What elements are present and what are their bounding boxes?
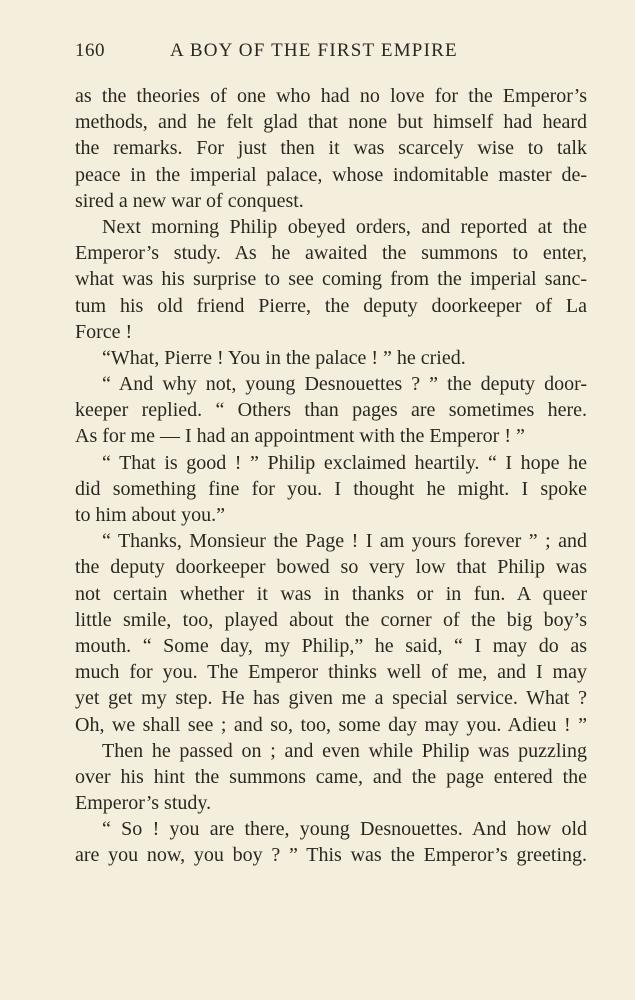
text-line: tum his old friend Pierre, the deputy doorkeeper of La (75, 294, 587, 317)
page-number: 160 (75, 40, 105, 61)
text-line: mouth. “ Some day, my Philip,” he said, “ I may do as (75, 634, 587, 657)
text-line: the remarks. For just then it was scarcely wise to talk (75, 137, 587, 160)
text-line: methods, and he felt glad that none but himself had heard (75, 111, 587, 134)
text-line: to him about you.” (75, 504, 225, 526)
text-line: “What, Pierre ! You in the palace ! ” he cried. (102, 346, 466, 369)
text-line: little smile, too, played about the corner of the big boy’s (75, 608, 587, 631)
text-line: Emperor’s study. As he awaited the summons to enter, (75, 242, 587, 265)
text-line: Then he passed on ; and even while Philip was puzzling (102, 739, 587, 762)
body-text (75, 83, 587, 869)
text-line: what was his surprise to see coming from the imperial sanc- (75, 268, 587, 291)
text-line: are you now, you boy ? ” This was the Emperor’s greeting. (75, 844, 587, 867)
text-line: sired a new war of conquest. (75, 189, 304, 212)
text-line: as the theories of one who had no love for the Emperor’s (75, 85, 587, 107)
text-line: Oh, we shall see ; and so, too, some day may you. Adieu ! ” (75, 713, 587, 736)
text-line: “ And why not, young Desnouettes ? ” the deputy door- (102, 373, 587, 396)
text-line: “ That is good ! ” Philip exclaimed heartily. “ I hope he (102, 451, 587, 474)
text-line: the deputy doorkeeper bowed so very low that Philip was (75, 556, 587, 579)
text-line: “ Thanks, Monsieur the Page ! I am yours forever ” ; and (102, 530, 587, 553)
text-line: Next morning Philip obeyed orders, and reported at the (102, 215, 587, 238)
running-head (75, 40, 545, 66)
text-line: yet get my step. He has given me a special service. What ? (75, 687, 587, 710)
text-line: peace in the imperial palace, whose indomitable master de- (75, 163, 587, 186)
text-line: did something fine for you. I thought he might. I spoke (75, 477, 587, 500)
text-line: not certain whether it was in thanks or in fun. A queer (75, 582, 587, 605)
text-line: As for me — I had an appointment with the Emperor ! ” (75, 425, 525, 448)
text-line: keeper replied. “ Others than pages are sometimes here. (75, 399, 587, 422)
text-line: Force ! (75, 320, 133, 343)
text-line: over his hint the summons came, and the page entered the (75, 765, 587, 788)
running-title: A BOY OF THE FIRST EMPIRE (170, 40, 458, 61)
text-line: much for you. The Emperor thinks well of me, and I may (75, 661, 587, 684)
text-line: Emperor’s study. (75, 792, 212, 815)
text-line: “ So ! you are there, young Desnouettes. And how old (102, 818, 587, 841)
